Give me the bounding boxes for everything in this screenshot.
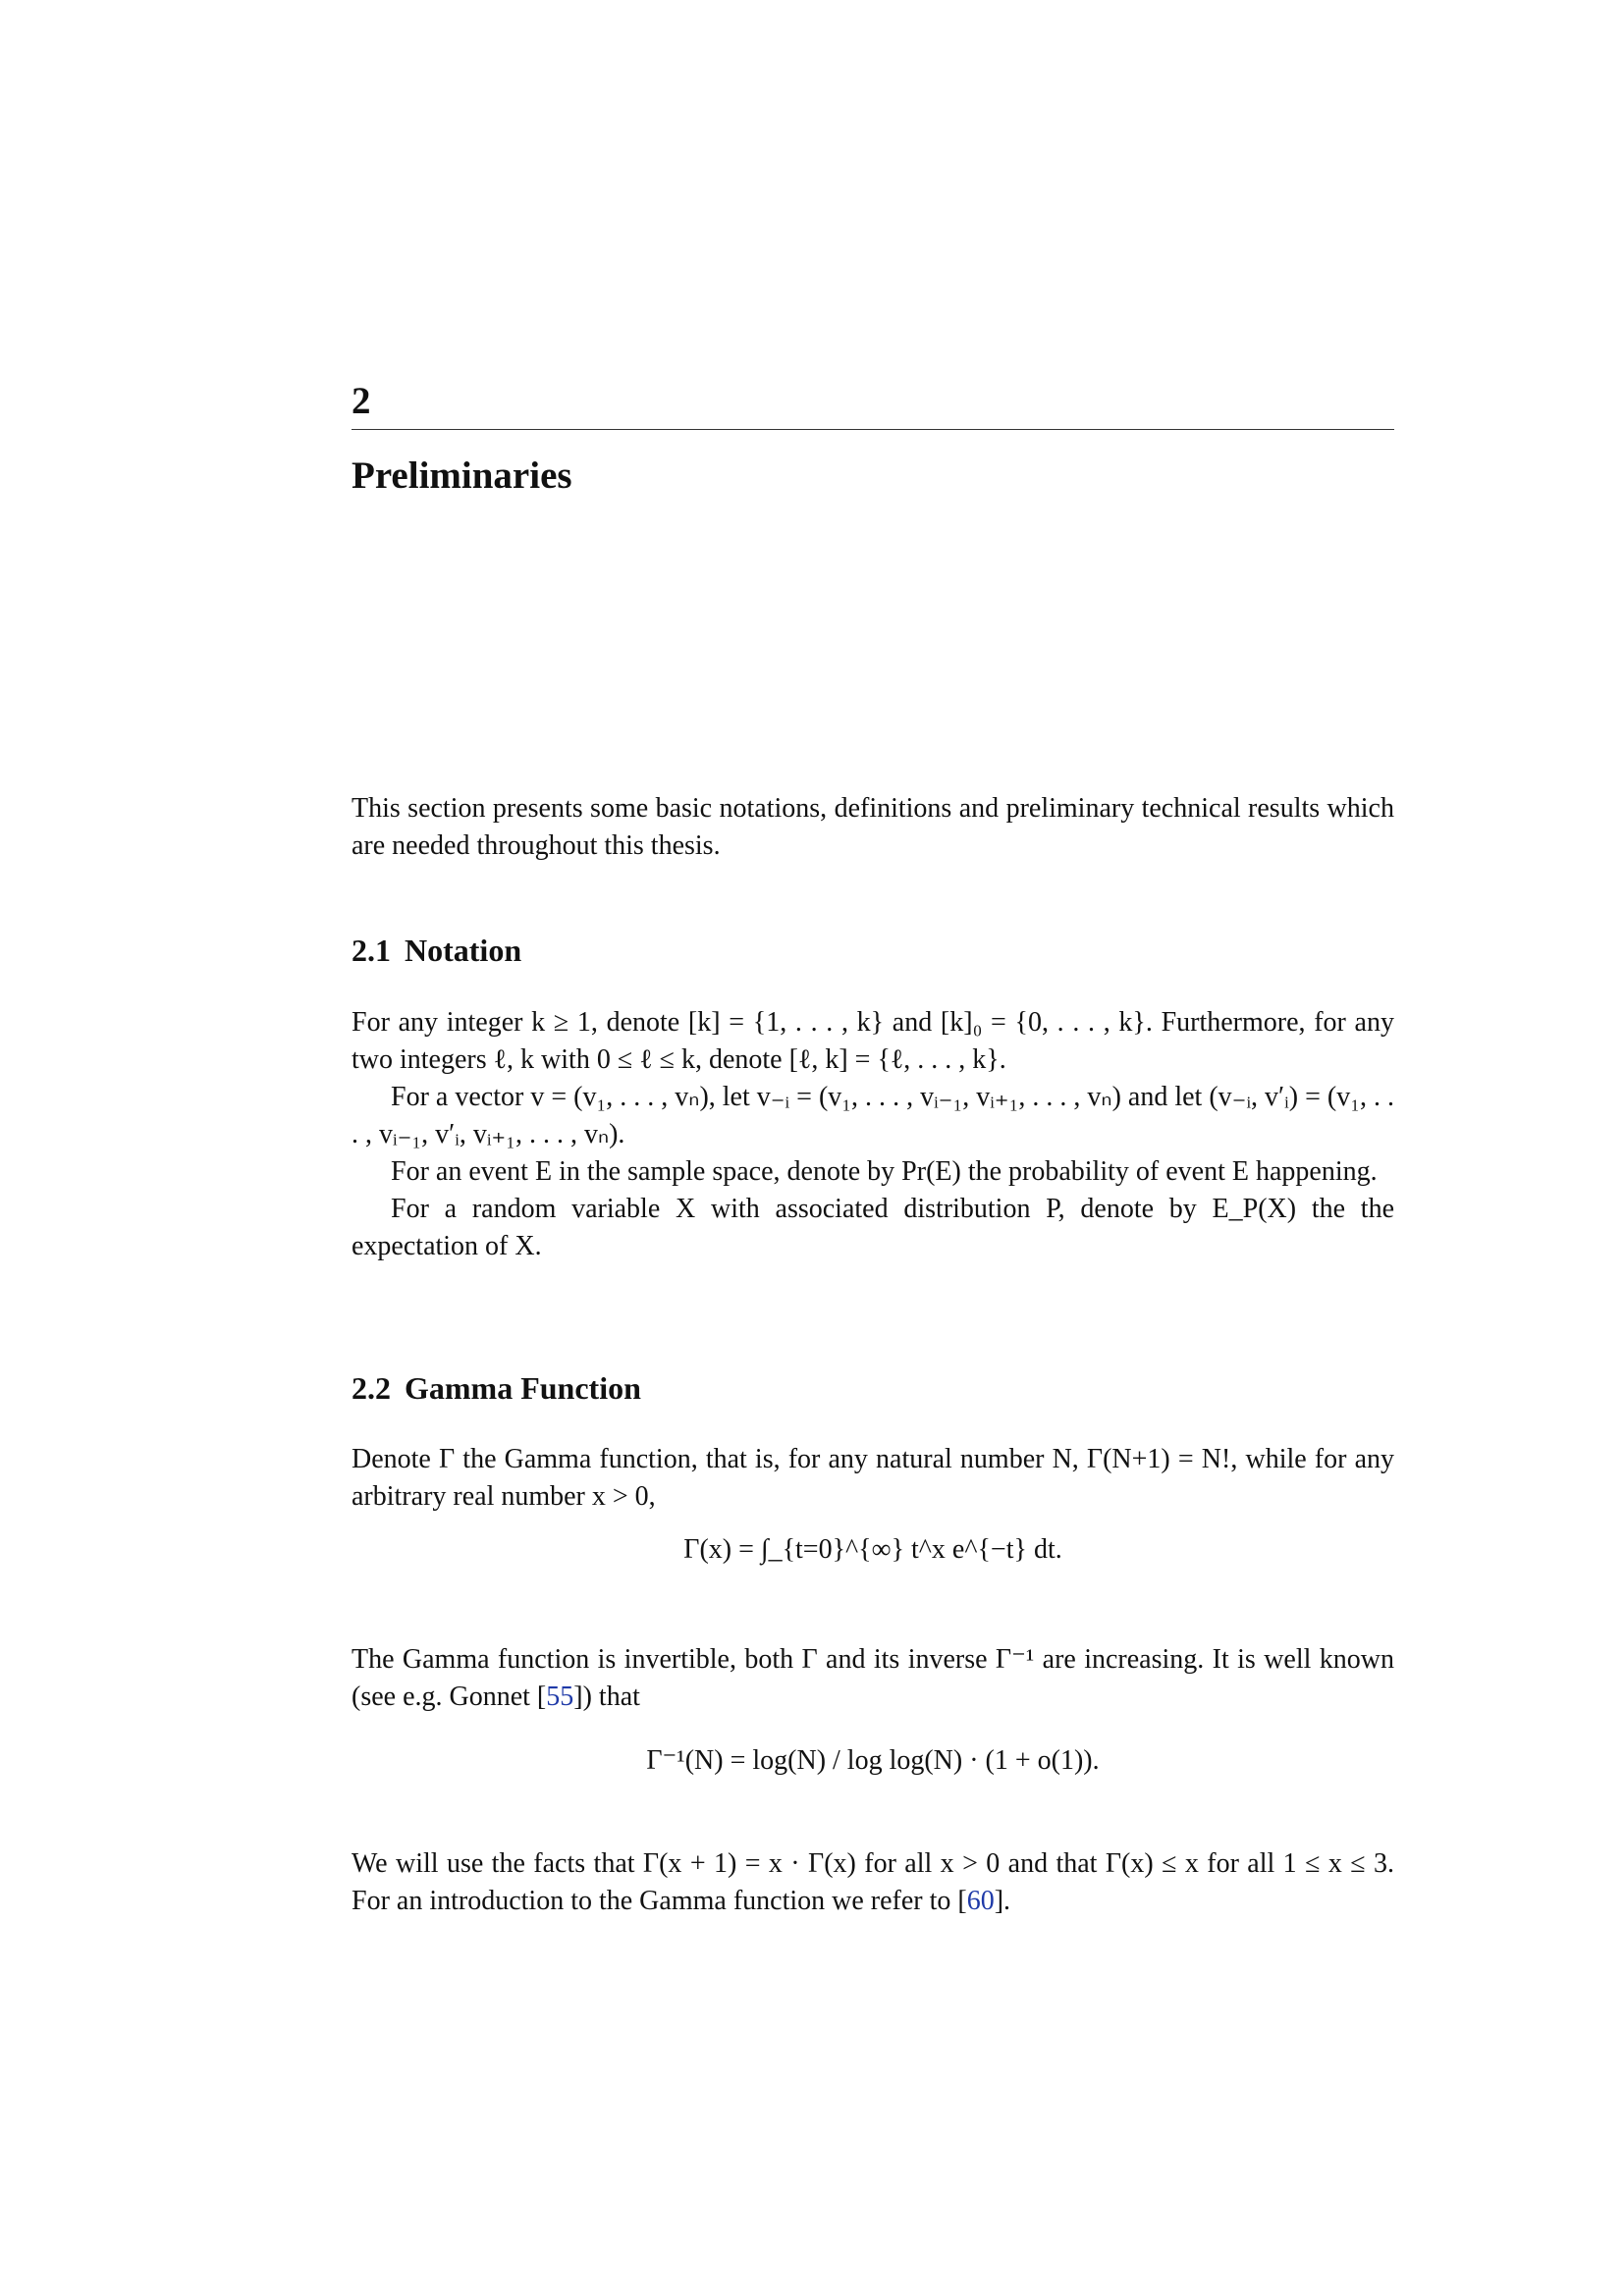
notation-body	[352, 1004, 1394, 1265]
section-title: Gamma Function	[405, 1370, 641, 1406]
notation-paragraph-3: For an event E in the sample space, denote by Pr(E) the probability of event E happening.	[391, 1156, 1378, 1187]
equation-text: Γ(x) = ∫_{t=0}^{∞} t^x e^{−t} dt.	[683, 1534, 1062, 1565]
chapter-number: 2	[352, 380, 371, 422]
notation-paragraph-1: For any integer k ≥ 1, denote [k] = {1, . . . , k} and [k]₀ = {0, . . . , k}. Furthermore, for any two integers ℓ, k with 0 ≤ ℓ ≤ k, denote [ℓ, k] = {ℓ, . . . , k}.	[352, 1007, 1394, 1075]
section-number: 2.1	[352, 933, 391, 968]
section-title: Notation	[405, 933, 522, 968]
intro-block	[352, 790, 1394, 865]
notation-paragraph-4: For a random variable X with associated distribution P, denote by E_P(X) the the expectation of X.	[352, 1194, 1394, 1261]
section-heading	[352, 1370, 1394, 1407]
gamma-body-3	[352, 1845, 1394, 1920]
citation-link[interactable]: 55	[546, 1682, 574, 1712]
notation-paragraph-2: For a vector v = (v₁, . . . , vₙ), let v₋ᵢ = (v₁, . . . , vᵢ₋₁, vᵢ₊₁, . . . , vₙ) and let (v₋ᵢ, v′ᵢ) = (v₁, . . . , vᵢ₋₁, v′ᵢ, vᵢ₊₁, . . . , vₙ).	[352, 1082, 1394, 1149]
section-heading	[352, 933, 1394, 969]
citation-link[interactable]: 60	[966, 1886, 995, 1916]
gamma-integral-equation	[352, 1531, 1394, 1629]
gamma-inverse-equation	[352, 1742, 1394, 1831]
section-gamma	[352, 1370, 1394, 1407]
intro-paragraph: This section presents some basic notations, definitions and preliminary technical results which are needed throughout this thesis.	[352, 793, 1394, 861]
gamma-body-2	[352, 1641, 1394, 1716]
section-notation	[352, 933, 1394, 969]
gamma-paragraph-3: We will use the facts that Γ(x + 1) = x · Γ(x) for all x > 0 and that Γ(x) ≤ x for all 1 ≤ x ≤ 3. For an introduction to the Gamma function we refer to [60].	[352, 1848, 1394, 1916]
gamma-paragraph-1: Denote Γ the Gamma function, that is, for any natural number N, Γ(N+1) = N!, while for any arbitrary real number x > 0,	[352, 1444, 1395, 1512]
gamma-body-1	[352, 1441, 1394, 1516]
chapter-title: Preliminaries	[352, 454, 572, 497]
section-number: 2.2	[352, 1370, 391, 1406]
equation-text: Γ⁻¹(N) = log(N) / log log(N) · (1 + o(1)).	[646, 1745, 1100, 1776]
gamma-paragraph-2: The Gamma function is invertible, both Γ and its inverse Γ⁻¹ are increasing. It is well known (see e.g. Gonnet [55]) that	[352, 1644, 1394, 1712]
chapter-rule	[352, 429, 1394, 430]
